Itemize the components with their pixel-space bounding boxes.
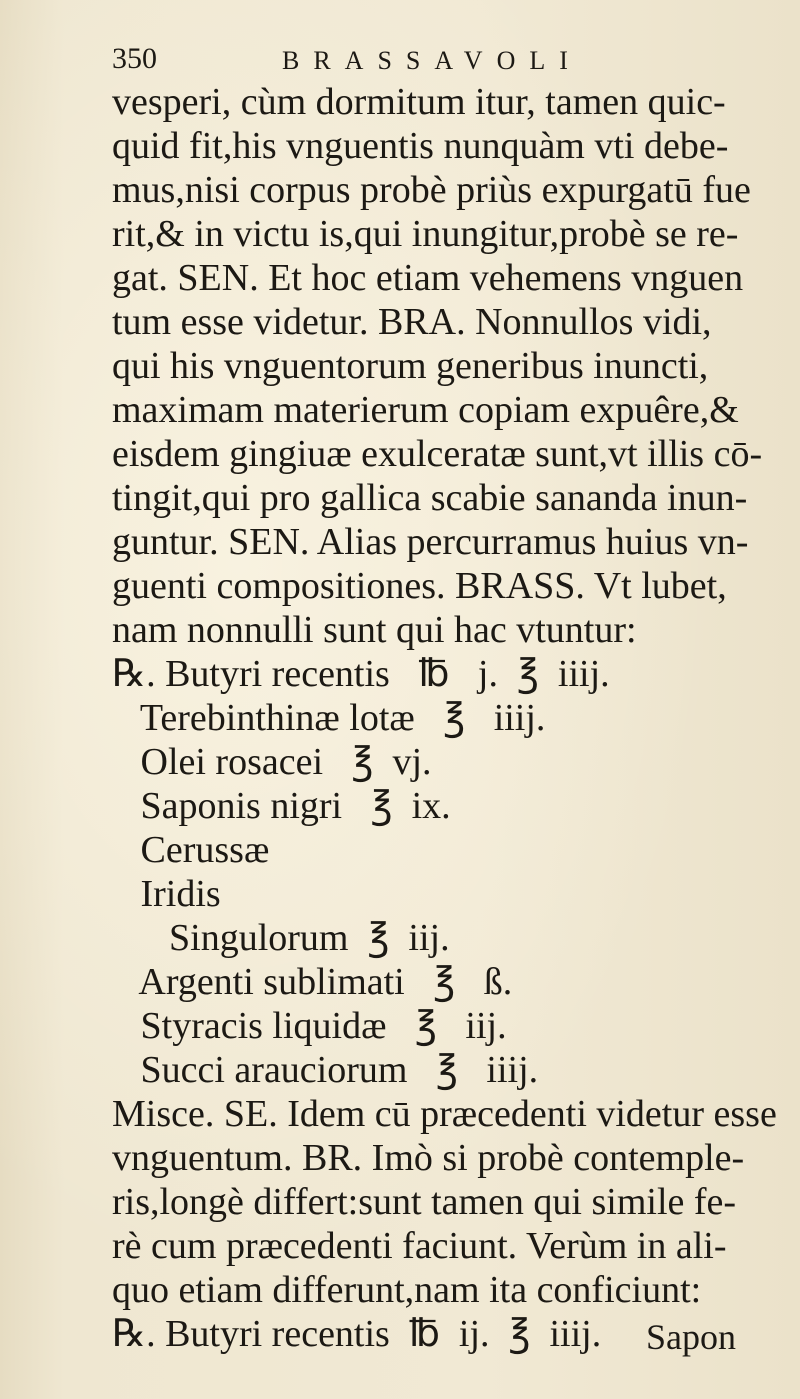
text-line: eisdem gingiuæ exulceratæ sunt,vt illis cō- [112,433,763,475]
text-line: Saponis nigri ℥ ix. [112,785,451,827]
text-line: rè cum præcedenti faciunt. Verùm in ali- [112,1225,727,1267]
text-line: ℞. Butyri recentis ℔ ij. ℥ iiij. [112,1313,602,1355]
text-line: gat. SEN. Et hoc etiam vehemens vnguen [112,257,744,299]
page-header [112,42,632,82]
text-line: mus,nisi corpus probè priùs expurgatū fue [112,169,751,211]
text-line: Iridis [112,873,221,915]
catchword: Sapon [646,1317,736,1357]
running-head: BRASSAVOLI [282,46,582,75]
text-line: Olei rosacei ℥ vj. [112,741,432,783]
text-line: tingit,qui pro gallica scabie sananda inun- [112,477,748,519]
text-line: ℞. Butyri recentis ℔ j. ℥ iiij. [112,653,610,695]
text-line: Succi arauciorum ℥ iiij. [112,1049,539,1091]
text-line: qui his vnguentorum generibus inuncti, [112,345,709,387]
text-line: Styracis liquidæ ℥ iij. [112,1005,507,1047]
text-line: quid fit,his vnguentis nunquàm vti debe- [112,125,729,167]
text-line: Cerussæ [112,829,270,871]
text-line: guenti compositiones. BRASS. Vt lubet, [112,565,727,607]
text-line: tum esse videtur. BRA. Nonnullos vidi, [112,301,712,343]
text-line: ris,longè differt:sunt tamen qui simile fe- [112,1181,737,1223]
text-line: maximam materierum copiam expuêre,& [112,389,739,431]
text-line: vnguentum. BR. Imò si probè contemple- [112,1137,745,1179]
page-number: 350 [112,42,157,75]
text-line: vesperi, cùm dormitum itur, tamen quic- [112,81,726,123]
text-line: Terebinthinæ lotæ ℥ iiij. [112,697,546,739]
text-line: Argenti sublimati ℥ ß. [112,961,513,1003]
text-line: rit,& in victu is,qui inungitur,probè se re- [112,213,739,255]
text-line: Singulorum ℥ iij. [112,917,450,959]
text-line: guntur. SEN. Alias percurramus huius vn- [112,521,749,563]
text-line: quo etiam differunt,nam ita conficiunt: [112,1269,702,1311]
text-line: nam nonnulli sunt qui hac vtuntur: [112,609,637,651]
text-line: Misce. SE. Idem cū præcedenti videtur esse [112,1093,777,1135]
